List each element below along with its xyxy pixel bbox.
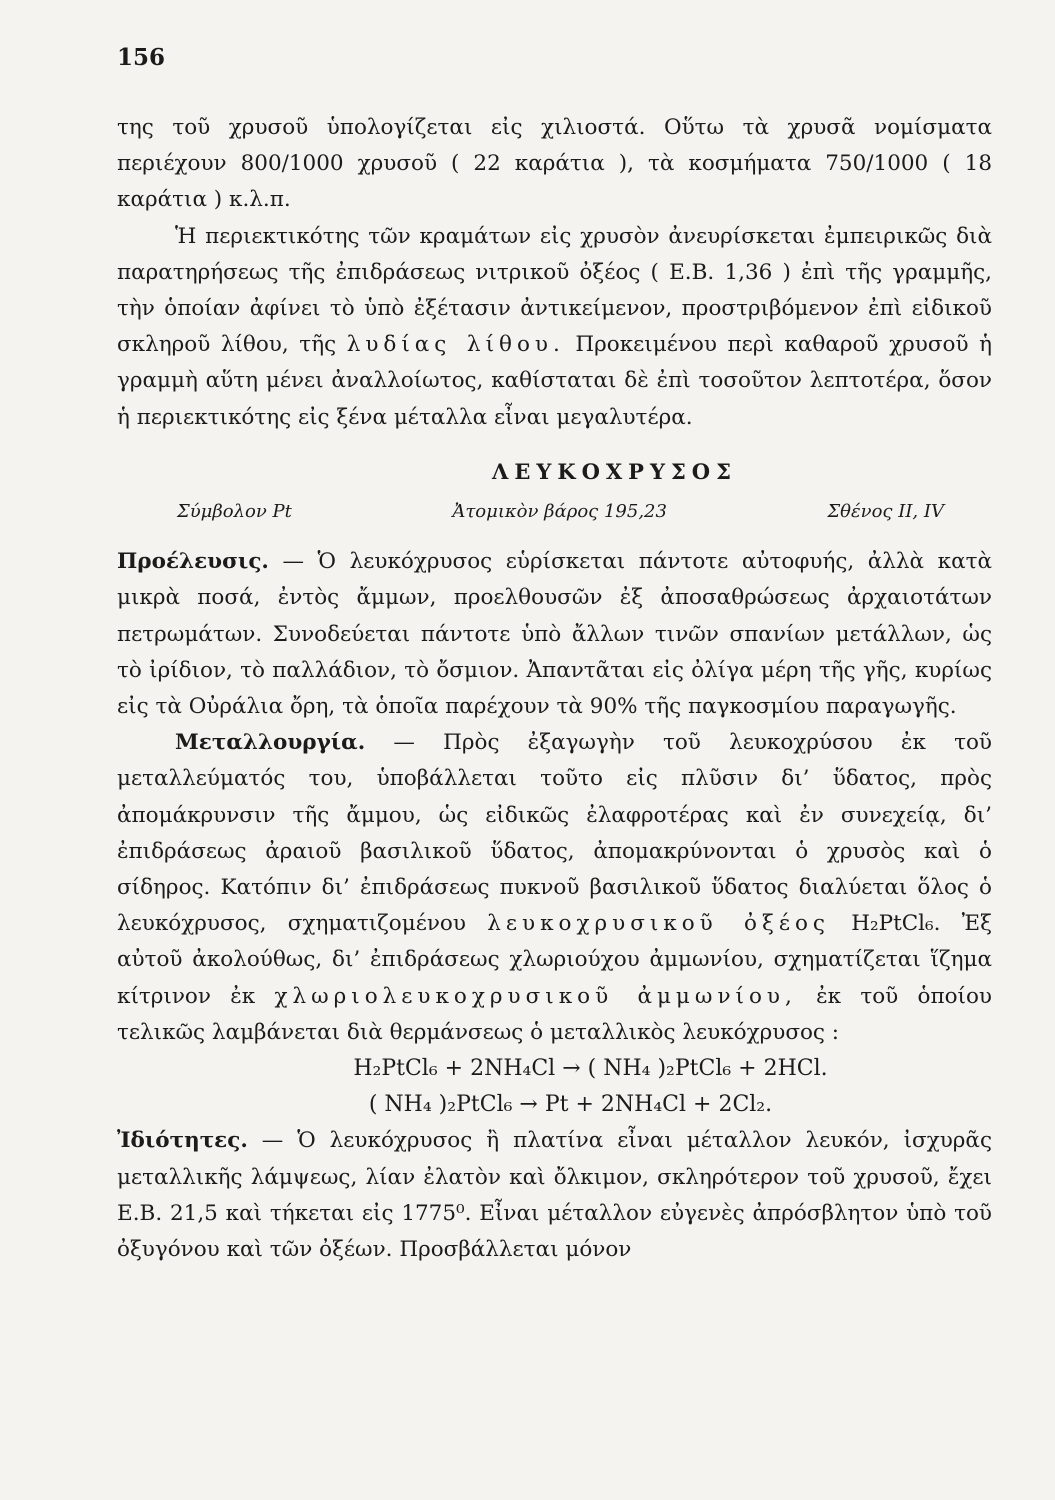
properties-heading: Ἰδιότητες. <box>117 1128 248 1154</box>
origin-text: — Ὁ λευκόχρυσος εὑρίσκεται πάντοτε αὐτοφυής, ἀλλὰ κατὰ μικρὰ ποσά, ἐντὸς ἄμμων, προελθουσῶν ἐξ ἀποσαθρώσεως ἀρχαιοτάτων πετρωμάτων. Συνοδεύεται πάντοτε ὑπὸ ἄλλων τινῶν σπανίων μετάλλων, ὡς τὸ ἰρίδιον, τὸ παλλάδιον, τὸ ὄσμιον. Ἀπαντᾶται εἰς ὀλίγα μέρη τῆς γῆς, κυρίως εἰς τὰ Οὐράλια ὄρη, τὰ ὁποῖα παρέχουν τὰ 90% τῆς παγκοσμίου παραγωγῆς. <box>117 549 992 720</box>
origin-heading: Προέλευσις. <box>117 549 269 575</box>
formula: H₂PtCl₆. <box>829 911 941 937</box>
equation: H₂PtCl₆ + 2NH₄Cl → ( NH₄ )₂PtCl₆ + 2HCl. <box>353 1056 828 1082</box>
metallurgy-text: ἐκ τοῦ ὁποίου τελικῶς λαμβάνεται διὰ θερμάνσεως ὁ μεταλλικὸς λευκόχρυσος : <box>117 983 992 1045</box>
atomic-weight-label: Ἀτομικὸν βάρος 195,23 <box>452 501 667 523</box>
properties-text: — Ὁ λευκόχρυσος ἢ πλατίνα εἶναι μέταλλον λευκόν, ἰσχυρᾶς μεταλλικῆς λάμψεως, λίαν ἐλατὸν καὶ ὄλκιμον, σκληρότερον τοῦ χρυσοῦ, ἔχει Ε.Β. 21,5 καὶ τήκεται εἰς 1775⁰. Εἶναι μέταλλον εὐγενὲς ἀπρόσβλητον ὑπὸ τοῦ ὀξυγόνου καὶ τῶν ὀξέων. Προσβάλλεται μόνον <box>117 1128 992 1263</box>
equation: ( NH₄ )₂PtCl₆ → Pt + 2NH₄Cl + 2Cl₂. <box>368 1092 773 1118</box>
paragraph <box>117 219 992 436</box>
metallurgy-text: — Πρὸς ἐξαγωγὴν τοῦ λευκοχρύσου ἐκ τοῦ μεταλλεύματός του, ὑποβάλλεται τοῦτο εἰς πλῦσιν δι’ ὕδατος, πρὸς ἀπομάκρυνσιν τῆς ἄμμου, ὡς εἰδικῶς ἐλαφροτέρας καὶ ἐν συνεχείᾳ, δι’ ἐπιδράσεως ἀραιοῦ βασιλικοῦ ὕδατος, ἀπομακρύνονται ὁ χρυσὸς καὶ ὁ σίδηρος. Κατόπιν δι’ ἐπιδράσεως πυκνοῦ βασιλικοῦ ὕδατος διαλύεται ὅλος ὁ λευκόχρυσος, σχηματιζομένου <box>117 730 992 937</box>
page-number: 156 <box>117 44 166 71</box>
paragraph: της τοῦ χρυσοῦ ὑπολογίζεται εἰς χιλιοστά. Οὕτω τὰ χρυσᾶ νομίσματα περιέχουν 800/1000 χρυσοῦ ( 22 καράτια ), τὰ κοσμήματα 750/1000 ( 18 καράτια ) κ.λ.π. <box>117 115 992 213</box>
spaced-term: λευκοχρυσικοῦ ὀξέος <box>487 911 830 937</box>
element-meta <box>117 494 992 530</box>
spaced-term: χλωριολευκοχρυσικοῦ ἀμμωνίου, <box>274 983 797 1009</box>
symbol-label: Σύμβολον Pt <box>177 501 292 523</box>
section-title: ΛΕΥΚΟΧΡΥΣΟΣ <box>492 458 737 484</box>
paragraph-text: Ἡ περιεκτικότης τῶν κραμάτων εἰς χρυσὸν ἀνευρίσκεται ἐμπειρικῶς διὰ παρατηρήσεως τῆς ἐπιδράσεως νιτρικοῦ ὀξέος ( Ε.Β. 1,36 ) ἐπὶ τῆς γραμμῆς, τὴν ὁποίαν ἀφίνει τὸ ὑπὸ ἐξέτασιν ἀντικείμενον, προστριβόμενον ἐπὶ εἰδικοῦ σκληροῦ λίθου, τῆς <box>117 223 992 358</box>
paragraph-text: Προκειμένου περὶ καθαροῦ χρυσοῦ ἡ γραμμὴ αὕτη μένει ἀναλλοίωτος, καθίσταται δὲ ἐπὶ τοσοῦτον λεπτοτέρα, ὅσον ἡ περιεκτικότης εἰς ξένα μέταλλα εἶναι μεγαλυτέρα. <box>117 332 992 430</box>
metallurgy-paragraph <box>117 725 992 1051</box>
page-body <box>117 110 992 1268</box>
valence-label: Σθένος II, IV <box>827 501 944 523</box>
origin-paragraph <box>117 544 992 725</box>
metallurgy-heading: Μεταλλουργία. <box>175 730 366 756</box>
spaced-term: λυδίας λίθου. <box>346 332 565 358</box>
metallurgy-text: Ἐξ αὐτοῦ ἀκολούθως, δι’ ἐπιδράσεως χλωριούχου ἀμμωνίου, σχηματίζεται ἵζημα κίτρινον ἐκ <box>117 911 992 1009</box>
properties-paragraph <box>117 1123 992 1268</box>
